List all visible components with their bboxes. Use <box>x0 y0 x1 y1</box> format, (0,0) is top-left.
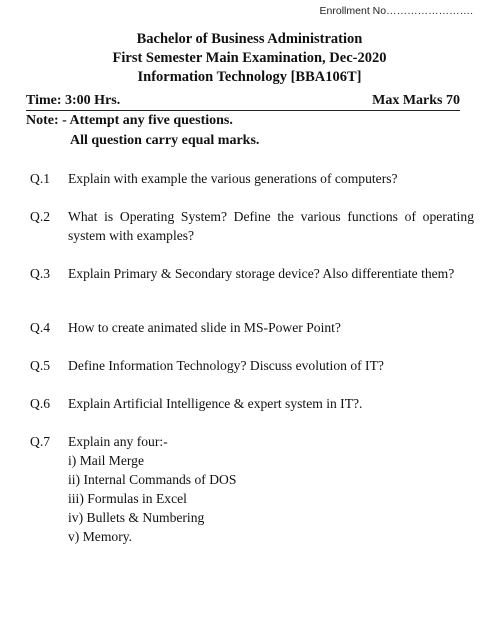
list-item: i) Mail Merge <box>68 453 145 468</box>
list-item: iii) Formulas in Excel <box>68 491 187 506</box>
exam-header <box>0 30 499 87</box>
question-number: Q.7 <box>30 434 51 449</box>
question <box>30 394 474 413</box>
list-item: iv) Bullets & Numbering <box>68 510 205 525</box>
question-text <box>68 432 474 546</box>
question-text: Explain with example the various generations of computers? <box>68 171 398 186</box>
question <box>30 356 474 375</box>
time-allowed: Time: 3:00 Hrs. <box>26 93 121 108</box>
question-number: Q.1 <box>30 171 51 186</box>
question-lead: Explain any four:- <box>68 434 168 449</box>
programme-title: Bachelor of Business Administration <box>136 31 363 47</box>
time-marks-row <box>26 92 460 110</box>
question <box>30 207 474 245</box>
note-line-1: Note: - Attempt any five questions. <box>26 113 233 128</box>
question <box>30 264 474 283</box>
subject-title: Information Technology [BBA106T] <box>137 69 362 85</box>
exam-title: First Semester Main Examination, Dec-2020 <box>112 50 387 66</box>
question-number: Q.3 <box>30 266 51 281</box>
note-line-2: All question carry equal marks. <box>70 133 260 148</box>
instructions-note <box>26 111 259 151</box>
enrollment-number: Enrollment No……………………. <box>319 5 473 17</box>
list-item: v) Memory. <box>68 529 133 544</box>
question-number: Q.2 <box>30 209 51 224</box>
question <box>30 169 474 188</box>
question-text: Explain Primary & Secondary storage device? Also differentiate them? <box>68 266 455 281</box>
list-item: ii) Internal Commands of DOS <box>68 472 237 487</box>
question <box>30 318 474 337</box>
question-text: What is Operating System? Define the various functions of operating system with examples? <box>68 209 474 243</box>
question-number: Q.4 <box>30 320 51 335</box>
question-number: Q.6 <box>30 396 51 411</box>
question-text: Define Information Technology? Discuss evolution of IT? <box>68 358 384 373</box>
question-number: Q.5 <box>30 358 51 373</box>
question-text: Explain Artificial Intelligence & expert system in IT?. <box>68 396 363 411</box>
question <box>30 432 474 546</box>
max-marks: Max Marks 70 <box>372 93 460 108</box>
question-text: How to create animated slide in MS-Power Point? <box>68 320 341 335</box>
